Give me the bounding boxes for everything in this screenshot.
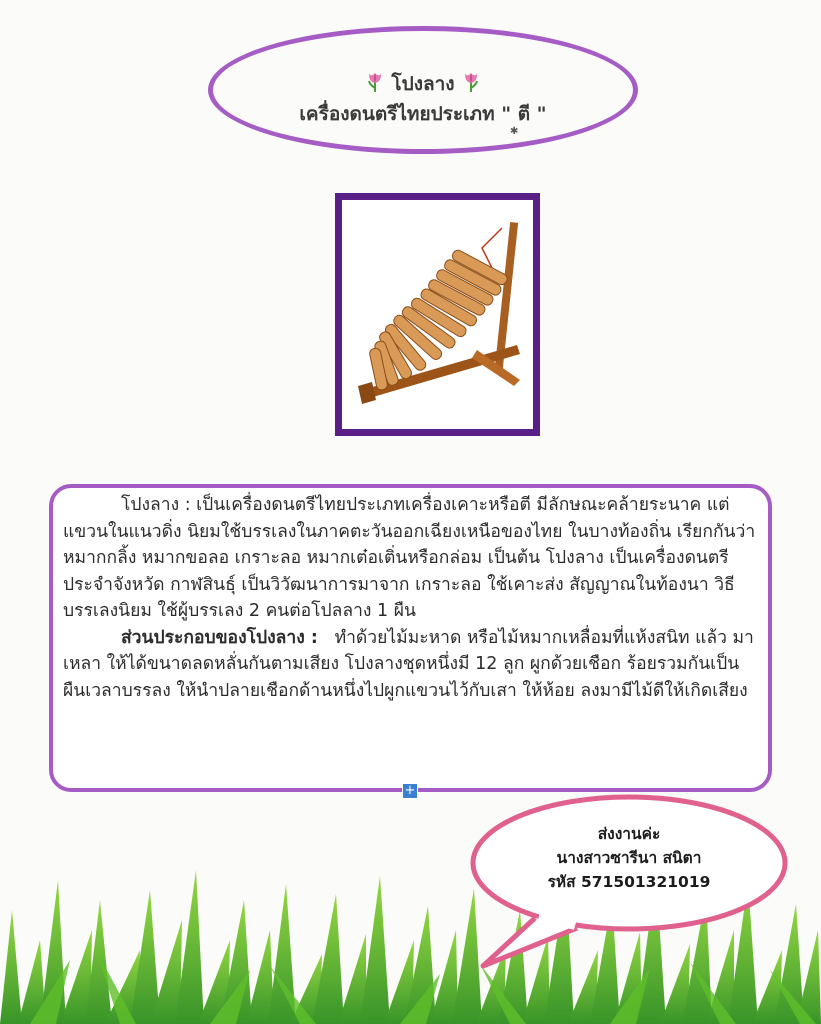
sparkle-icon: ✱ [510,126,519,137]
submission-text [495,822,763,894]
description-paragraph: โปงลาง : เป็นเครื่องดนตรีไทยประเภทเครื่องเคาะหรือตี มีลักษณะคล้ายระนาค แต่แขวนในแนวดิ่ง นิยมใช้บรรเลงในภาคตะวันออกเฉียงเหนือของไทย ในบางท้องถิ่น เรียกกันว่า หมากกลิ้ง หมากขอลอ เกราะลอ หมากเต๋อเติ่นหรือกล่อม เป็นต้น โปงลาง เป็นเครื่องดนตรีประจำจังหวัด กาฬสินธุ์ เป็นวิวัฒนาการมาจาก เกราะลอ ใช้เคาะส่ง สัญญาณในท้องนา วิธีบรรเลงนิยม ใช้ผู้บรรเลง 2 คนต่อโปลลาง 1 ผืน [63,495,756,621]
submission-greeting: ส่งงานค่ะ [597,825,661,843]
title-oval [208,26,638,154]
student-name: นางสาวซารีนา สนิตา [556,849,702,867]
title-line [213,69,633,99]
description-box [49,484,772,792]
student-id: รหัส 571501321019 [547,873,711,891]
components-heading: ส่วนประกอบของโปงลาง : [121,627,318,648]
subtitle: เครื่องดนตรีไทยประเภท " ตี " [299,103,547,125]
instrument-name: โปงลาง [391,73,455,95]
components-paragraph: ส่วนประกอบของโปงลาง : ทำด้วยไม้มะหาด หรือไม้หมากเหลื่อมที่แห้งสนิท แล้ว มาเหลา ให้ได้ขนาดลดหลั่นกันตามเสียง โปงลางชุดหนึ่งมี 12 ลูก ผูกด้วยเชือก ร้อยรวมกันเป็นผืนเวลาบรรลง ให้นำปลายเชือกด้านหนึ่งไปผูกแขวนไว้กับเสา ให้ห้อย ลงมามีไม้ดีให้เกิดเสียง [63,627,754,701]
tulip-icon [365,71,385,93]
add-handle-icon[interactable]: + [402,783,418,799]
tulip-icon [461,71,481,93]
pong-lang-instrument-icon [342,200,533,429]
instrument-image-frame [335,193,540,436]
